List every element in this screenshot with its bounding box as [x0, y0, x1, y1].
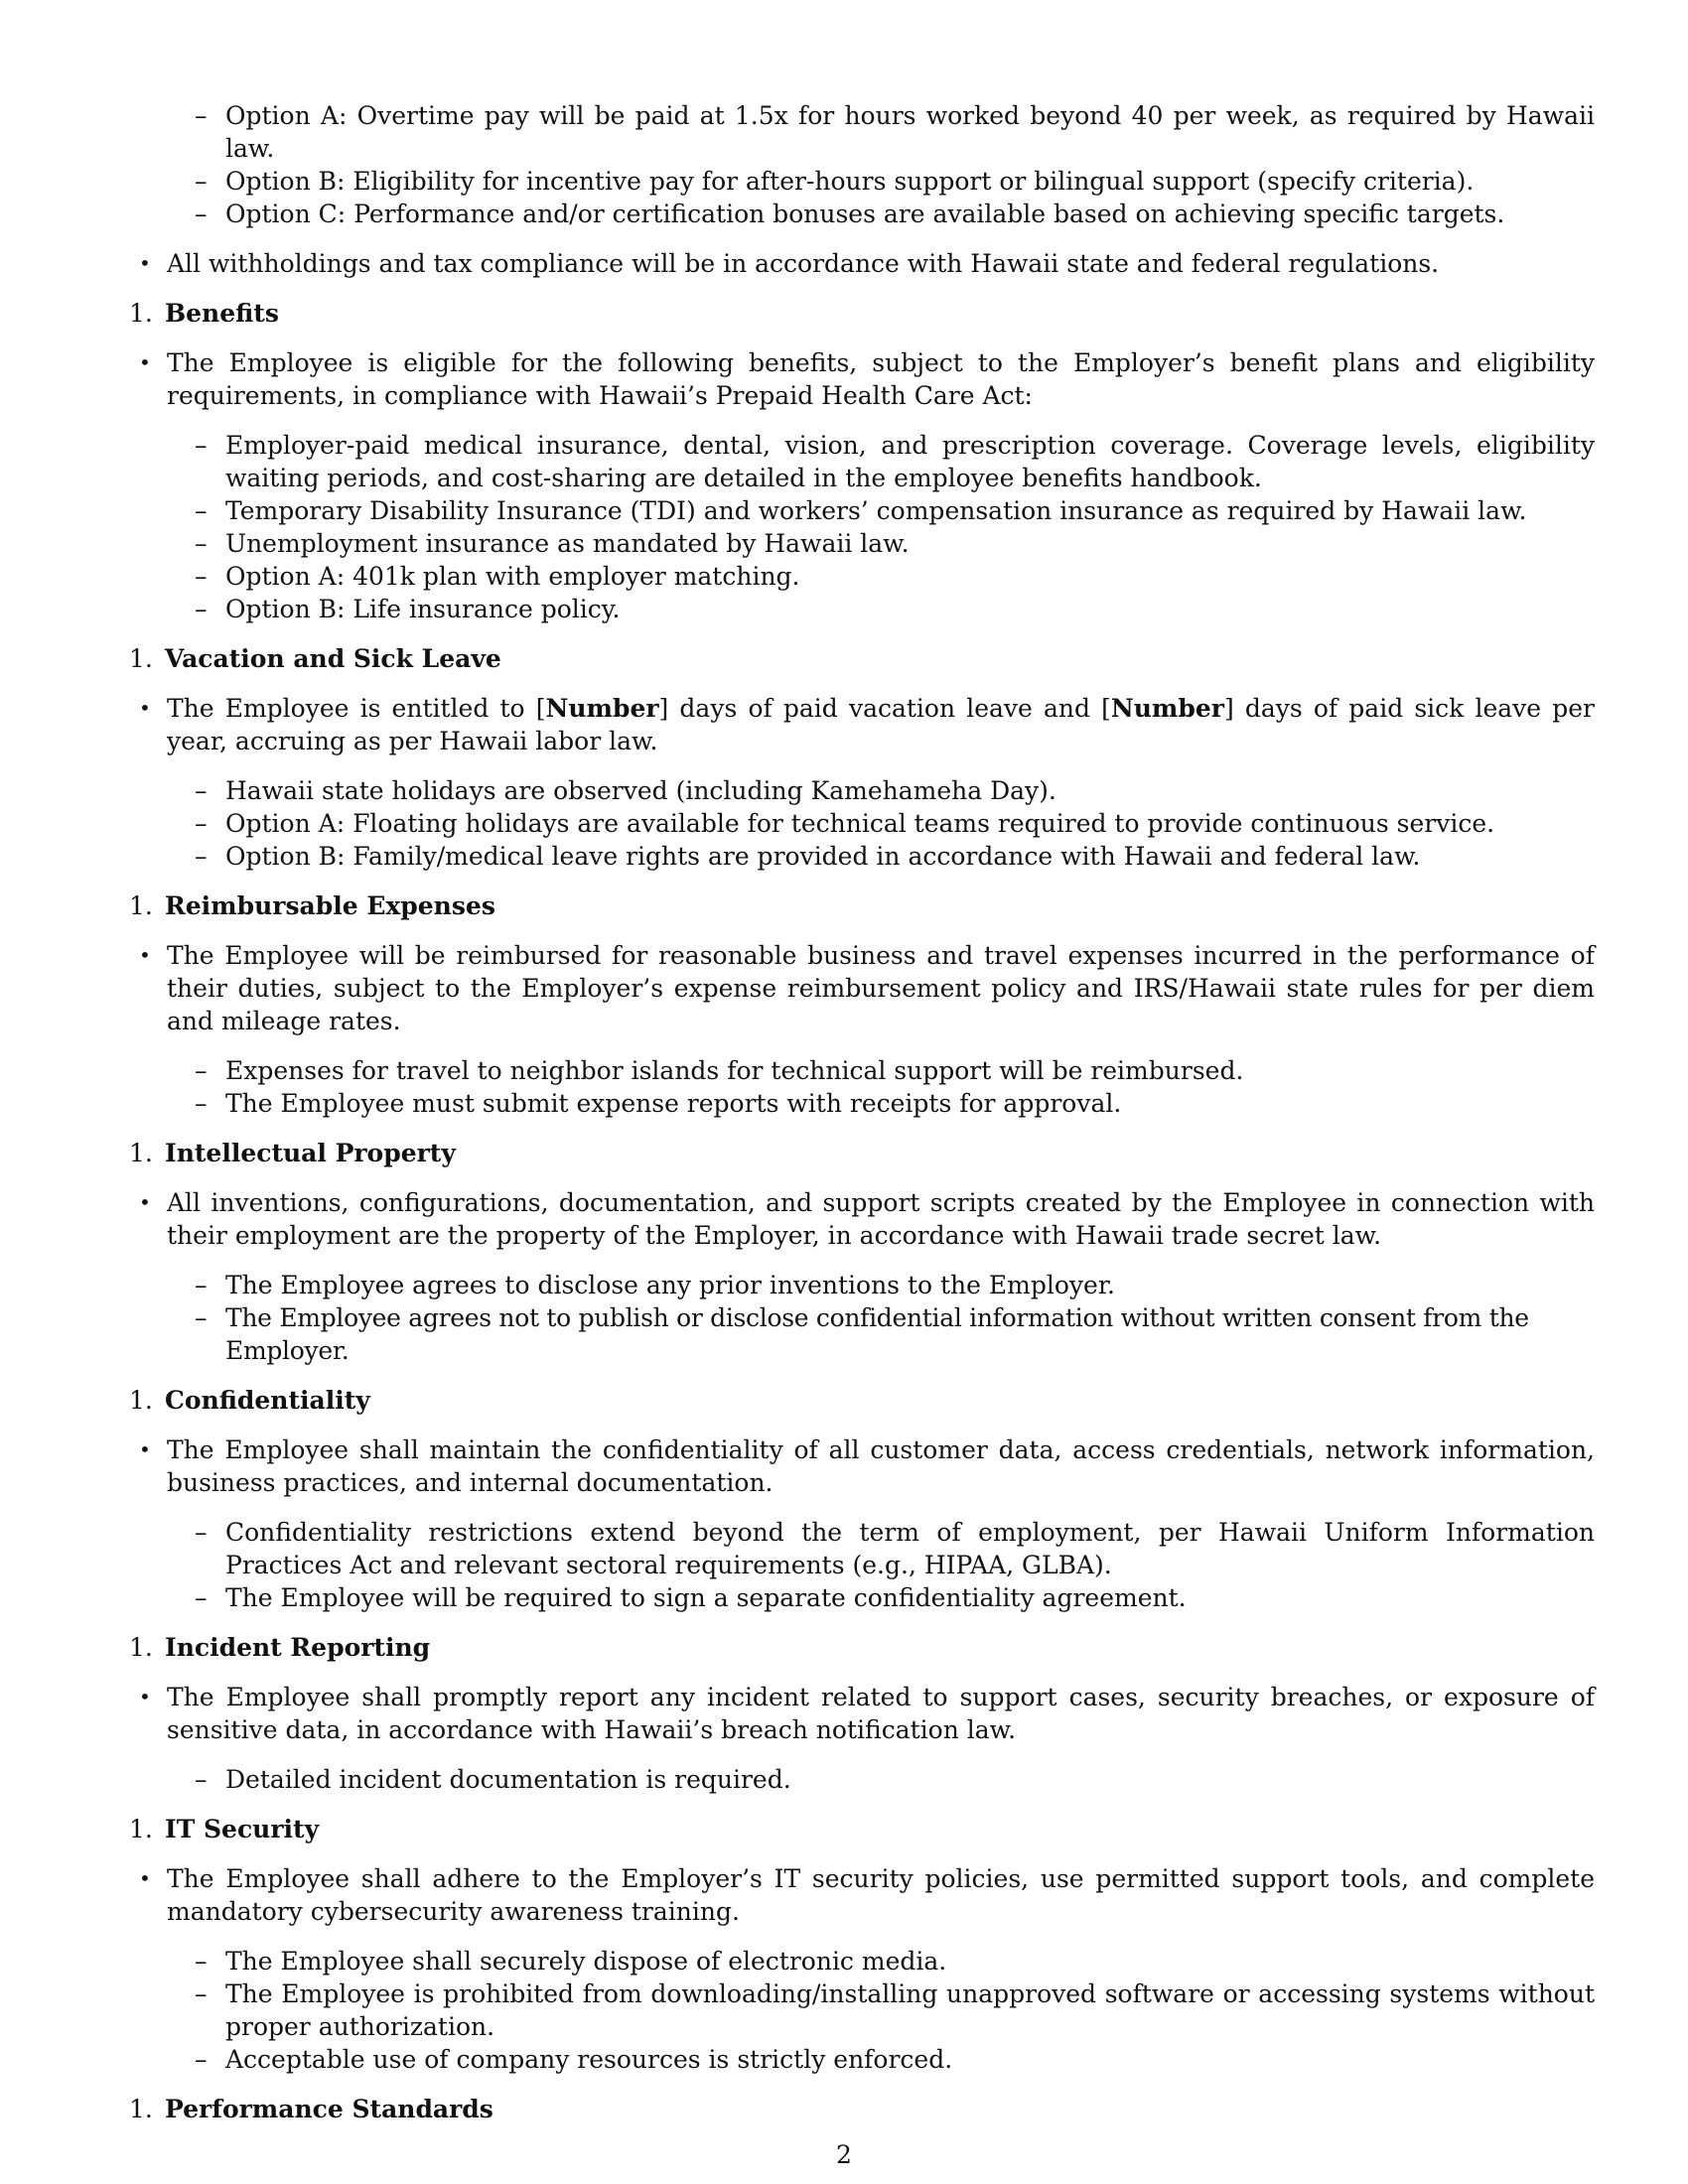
list-item-text: The Employee agrees to disclose any prior inventions to the Employer. — [225, 1271, 1115, 1299]
section-number: 1. — [129, 1386, 153, 1415]
list-item — [163, 1087, 1595, 1120]
dash-marker: – — [195, 1089, 208, 1118]
bullet-text: ] days of paid vacation leave and [ — [658, 694, 1111, 723]
dash-marker: – — [195, 200, 208, 228]
benefits-list — [163, 429, 1595, 625]
dash-marker: – — [195, 1518, 208, 1547]
dash-marker: – — [195, 1765, 208, 1794]
section-number: 1. — [129, 2095, 153, 2123]
dash-marker: – — [195, 1947, 208, 1976]
list-item-text: Option B: Life insurance policy. — [225, 595, 621, 623]
list-item-text: Employer-paid medical insurance, dental, vision, and prescription coverage. Coverage levels, eligibility waiting periods, and cost-sharing are detailed in the employee benefits handbook. — [225, 431, 1595, 492]
it-security-bullet — [139, 1862, 1595, 1928]
list-item — [163, 840, 1595, 873]
list-item-text: Option A: Floating holidays are available for technical teams required to provide continuous service. — [225, 809, 1495, 838]
list-item — [163, 560, 1595, 593]
list-item-text: Option A: Overtime pay will be paid at 1.5x for hours worked beyond 40 per week, as required by Hawaii law. — [225, 101, 1595, 163]
section-title: Intellectual Property — [165, 1139, 456, 1167]
document-body — [129, 99, 1595, 2125]
bullet-text: All withholdings and tax compliance will be in accordance with Hawaii state and federal regulations. — [167, 249, 1440, 278]
dash-marker: – — [195, 496, 208, 525]
confidentiality-list — [163, 1516, 1595, 1614]
vacation-bullet — [139, 692, 1595, 757]
expenses-bullet — [139, 939, 1595, 1037]
section-title: IT Security — [165, 1815, 320, 1843]
bullet-marker: • — [139, 1190, 151, 1214]
list-item — [163, 494, 1595, 527]
incident-bullet — [139, 1681, 1595, 1746]
top-options-list — [163, 99, 1595, 230]
section-number: 1. — [129, 1815, 153, 1843]
dash-marker: – — [195, 776, 208, 805]
expenses-list — [163, 1054, 1595, 1120]
list-item-text: The Employee is prohibited from downloading/installing unapproved software or accessing systems without proper authorization. — [225, 1979, 1595, 2041]
list-item-text: Option A: 401k plan with employer matching. — [225, 562, 800, 591]
list-item-text: The Employee agrees not to publish or disclose confidential information without written consent from the Employer. — [225, 1303, 1529, 1365]
list-item — [163, 527, 1595, 560]
section-number: 1. — [129, 299, 153, 328]
bullet-text: The Employee shall adhere to the Employer’s IT security policies, use permitted support tools, and complete mandatory cybersecurity awareness training. — [167, 1864, 1595, 1926]
dash-marker: – — [195, 529, 208, 558]
list-item — [163, 774, 1595, 807]
section-heading-benefits — [129, 297, 1595, 330]
list-item — [163, 1945, 1595, 1978]
placeholder-number: Number — [1110, 694, 1224, 723]
bullet-text: The Employee is entitled to [ — [167, 694, 546, 723]
section-title: Performance Standards — [165, 2095, 493, 2123]
section-title: Incident Reporting — [165, 1633, 431, 1662]
bullet-marker: • — [139, 1437, 151, 1461]
list-item-text: The Employee will be required to sign a separate confidentiality agreement. — [225, 1583, 1187, 1612]
bullet-text: ] days of paid sick leave per year, accruing as per Hawaii labor law. — [167, 694, 1595, 755]
list-item — [163, 1763, 1595, 1796]
dash-marker: – — [195, 1271, 208, 1299]
dash-marker: – — [195, 842, 208, 871]
dash-marker: – — [195, 1583, 208, 1612]
list-item-text: Expenses for travel to neighbor islands for technical support will be reimbursed. — [225, 1056, 1244, 1085]
it-security-list — [163, 1945, 1595, 2076]
list-item — [163, 1516, 1595, 1581]
section-title: Vacation and Sick Leave — [165, 644, 501, 673]
section-number: 1. — [129, 891, 153, 920]
section-title: Reimbursable Expenses — [165, 891, 495, 920]
confidentiality-bullet — [139, 1433, 1595, 1499]
section-heading-confidentiality — [129, 1384, 1595, 1417]
bullet-marker: • — [139, 350, 151, 374]
page-number: 2 — [836, 2140, 852, 2169]
bullet-marker: • — [139, 943, 151, 967]
bullet-marker: • — [139, 696, 151, 720]
section-number: 1. — [129, 1633, 153, 1662]
section-heading-expenses — [129, 889, 1595, 922]
bullet-marker: • — [139, 1866, 151, 1890]
section-heading-incident — [129, 1631, 1595, 1664]
dash-marker: – — [195, 562, 208, 591]
list-item — [163, 198, 1595, 230]
section-heading-it-security — [129, 1813, 1595, 1845]
dash-marker: – — [195, 595, 208, 623]
bullet-marker: • — [139, 1685, 151, 1708]
ip-bullet — [139, 1186, 1595, 1252]
bullet-text: The Employee is eligible for the following benefits, subject to the Employer’s benefit plans and eligibility requirements, in compliance with Hawaii’s Prepaid Health Care Act: — [167, 348, 1595, 410]
dash-marker: – — [195, 1979, 208, 2008]
dash-marker: – — [195, 167, 208, 196]
list-item-text: Detailed incident documentation is required. — [225, 1765, 791, 1794]
section-title: Confidentiality — [165, 1386, 370, 1415]
vacation-list — [163, 774, 1595, 873]
dash-marker: – — [195, 431, 208, 460]
list-item — [163, 1978, 1595, 2043]
section-heading-performance — [129, 2093, 1595, 2125]
incident-list — [163, 1763, 1595, 1796]
list-item-text: The Employee shall securely dispose of electronic media. — [225, 1947, 947, 1976]
list-item — [163, 1581, 1595, 1614]
placeholder-number: Number — [545, 694, 659, 723]
list-item — [163, 1301, 1595, 1367]
dash-marker: – — [195, 101, 208, 130]
bullet-text: The Employee will be reimbursed for reasonable business and travel expenses incurred in the performance of their duties, subject to the Employer’s expense reimbursement policy and IRS/Hawaii state rules for per diem and mileage rates. — [167, 941, 1595, 1035]
benefits-bullet — [139, 346, 1595, 412]
list-item-text: Hawaii state holidays are observed (including Kamehameha Day). — [225, 776, 1056, 805]
dash-marker: – — [195, 1303, 208, 1332]
list-item-text: The Employee must submit expense reports with receipts for approval. — [225, 1089, 1122, 1118]
list-item — [163, 1054, 1595, 1087]
section-number: 1. — [129, 1139, 153, 1167]
section-number: 1. — [129, 644, 153, 673]
list-item — [163, 1269, 1595, 1301]
section-heading-ip — [129, 1137, 1595, 1169]
section-title: Benefits — [165, 299, 279, 328]
bullet-text: The Employee shall maintain the confidentiality of all customer data, access credentials, network information, business practices, and internal documentation. — [167, 1435, 1595, 1497]
list-item — [163, 807, 1595, 840]
list-item-text: Option B: Eligibility for incentive pay for after-hours support or bilingual support (specify criteria). — [225, 167, 1475, 196]
list-item-text: Option C: Performance and/or certification bonuses are available based on achieving specific targets. — [225, 200, 1505, 228]
list-item-text: Unemployment insurance as mandated by Hawaii law. — [225, 529, 910, 558]
bullet-text: All inventions, configurations, documentation, and support scripts created by the Employee in connection with their employment are the property of the Employer, in accordance with Hawaii trade secret law. — [167, 1188, 1595, 1250]
list-item-text: Option B: Family/medical leave rights are provided in accordance with Hawaii and federal law. — [225, 842, 1421, 871]
section-heading-vacation — [129, 642, 1595, 675]
list-item — [163, 593, 1595, 625]
list-item — [163, 165, 1595, 198]
list-item — [163, 99, 1595, 165]
bullet-marker: • — [139, 251, 151, 275]
dash-marker: – — [195, 809, 208, 838]
dash-marker: – — [195, 2045, 208, 2074]
list-item-text: Acceptable use of company resources is strictly enforced. — [225, 2045, 953, 2074]
list-item-text: Temporary Disability Insurance (TDI) and workers’ compensation insurance as required by Hawaii law. — [225, 496, 1527, 525]
ip-list — [163, 1269, 1595, 1367]
list-item-text: Confidentiality restrictions extend beyond the term of employment, per Hawaii Uniform Information Practices Act and relevant sectoral requirements (e.g., HIPAA, GLBA). — [225, 1518, 1595, 1579]
withholding-bullet — [139, 247, 1595, 280]
list-item — [163, 429, 1595, 494]
bullet-text: The Employee shall promptly report any incident related to support cases, security breaches, or exposure of sensitive data, in accordance with Hawaii’s breach notification law. — [167, 1683, 1595, 1744]
dash-marker: – — [195, 1056, 208, 1085]
list-item — [163, 2043, 1595, 2076]
